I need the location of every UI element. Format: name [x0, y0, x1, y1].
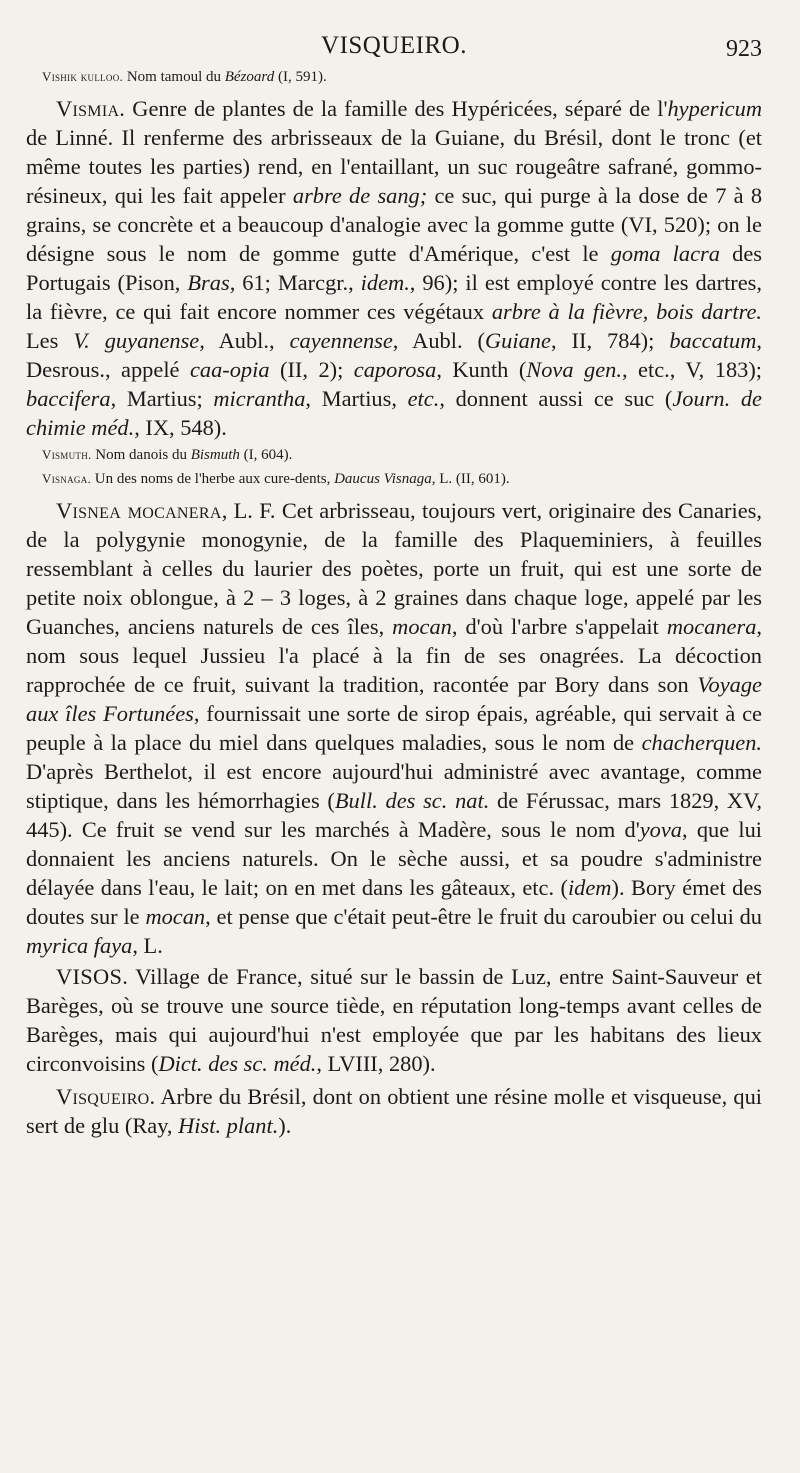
entry-visqueiro	[26, 1082, 762, 1140]
italic-text: chacherquen.	[641, 730, 762, 755]
entry-text: , L.	[132, 933, 163, 958]
entry-text: de Linné. Il renferme des arbrisseaux de la Guiane, du Brésil, dont le tronc (et même toutes les parties) rend, en l'entaillant, un suc rougeâtre safrané, gommo-résineux, qui les fait appeler	[26, 125, 762, 208]
italic-text: Guiane	[485, 328, 551, 353]
italic-text: caa-opia	[189, 357, 270, 382]
entry-text: ).	[278, 1113, 292, 1138]
italic-text: mocanera	[666, 614, 757, 639]
italic-text: Bras	[187, 270, 230, 295]
entry-text: Village de France, situé sur le bassin de Luz, entre Saint-Sauveur et Barèges, où se trouve une source tiède, en réputation long-temps avant celles de Barèges, mais qui aujourd'hui n'est employée que par les habitans des lieux circonvoisins (	[26, 964, 762, 1076]
italic-text: arbre à la fièvre, bois dartre.	[491, 299, 762, 324]
entry-text: , Aubl. (	[392, 328, 486, 353]
page-header	[26, 30, 762, 66]
italic-text: etc.	[407, 386, 440, 411]
entry-text: , II, 784);	[550, 328, 670, 353]
entry-text: (I, 604).	[239, 447, 293, 463]
entry-visnaga	[26, 468, 762, 490]
entry-text: , d'où l'arbre s'appelait	[451, 614, 667, 639]
entry-text: , Martius,	[305, 386, 408, 411]
italic-text: Bézoard	[224, 69, 275, 85]
entry-text: ce suc, qui purge à la dose de 7 à 8 grains, se concrète et a beaucoup d'analogie avec la gomme gutte (VI, 520); on le désigne sous le nom de gomme gutte d'Amérique, c'est le	[26, 183, 763, 266]
entry-term: Vismuth.	[42, 447, 92, 462]
italic-text: Voyage aux îles Fortunées	[26, 672, 762, 726]
entry-text: , et pense que c'était peut-être le fruit du caroubier ou celui du	[205, 904, 762, 929]
entry-text: , 61; Marcgr.,	[229, 270, 361, 295]
running-title: VISQUEIRO.	[321, 32, 467, 59]
entry-text: Nom tamoul du	[123, 69, 225, 85]
entry-term: VISOS.	[56, 964, 129, 989]
italic-text: Dict. des sc. méd.	[158, 1051, 317, 1076]
entry-text: Les	[26, 328, 74, 353]
italic-text: Journ. de chimie méd.	[26, 386, 762, 440]
italic-text: Bismuth	[190, 447, 240, 463]
entry-term: Visnaga.	[42, 471, 92, 486]
entry-term: Visnea mocanera	[56, 498, 222, 523]
entry-text: , donnent aussi ce suc (	[439, 386, 673, 411]
entry-text: Nom danois du	[91, 447, 191, 463]
entry-visnea-mocanera	[26, 496, 762, 960]
entry-text: , IX, 548).	[134, 415, 227, 440]
italic-text: Bull. des sc. nat.	[334, 788, 490, 813]
italic-text: mocan	[145, 904, 206, 929]
entry-term: Visqueiro.	[56, 1084, 156, 1109]
entry-text: de Férussac, mars 1829, XV, 445). Ce fruit se vend sur les marchés à Madère, sous le nom d'	[26, 788, 762, 842]
page-number: 923	[726, 36, 762, 62]
entry-text: Un des noms de l'herbe aux cure-dents,	[91, 471, 335, 487]
entry-text: , 96); il est employé contre les dartres, la fièvre, ce qui fait encore nommer ces végétaux	[26, 270, 762, 324]
entry-visos	[26, 962, 762, 1078]
entry-text: , Desrous., appelé	[26, 328, 762, 382]
italic-text: Hist. plant.	[178, 1113, 279, 1138]
italic-text: micrantha	[213, 386, 306, 411]
entry-vishik-kulloo	[26, 66, 762, 88]
entry-text: Genre de plantes de la famille des Hypéricées, séparé de l'	[125, 96, 668, 121]
italic-text: Daucus Visnaga	[334, 471, 432, 487]
italic-text: caporosa	[353, 357, 437, 382]
entry-text: Arbre du Brésil, dont on obtient une résine molle et visqueuse, qui sert de glu (Ray,	[26, 1084, 762, 1138]
italic-text: idem.	[360, 270, 410, 295]
entry-vismia	[26, 94, 762, 442]
entry-text: , L. (II, 601).	[431, 471, 510, 487]
italic-text: cayennense	[289, 328, 393, 353]
italic-text: baccatum	[669, 328, 757, 353]
italic-text: V. guyanense,	[73, 328, 205, 353]
entry-text: , que lui donnaient les anciens naturels. On le sèche aussi, et sa poudre s'administre délayée dans l'eau, le lait; on en met dans les gâteaux, etc. (	[26, 817, 762, 900]
entry-text: , Martius;	[110, 386, 214, 411]
entry-term: Vishik kulloo.	[42, 69, 124, 84]
italic-text: yova	[639, 817, 683, 842]
italic-text: goma lacra	[610, 241, 720, 266]
entry-text: , Kunth (	[436, 357, 527, 382]
entry-text: D'après Berthelot, il est encore aujourd'hui administré avec avantage, comme stiptique, dans les hémorrhagies (	[26, 759, 762, 813]
entry-term: Vismia.	[56, 96, 126, 121]
entry-text: (I, 591).	[274, 69, 327, 85]
entry-text: (II, 2);	[269, 357, 354, 382]
entry-text: , LVIII, 280).	[316, 1051, 436, 1076]
entry-text: , etc., V, 183);	[621, 357, 763, 382]
entry-text: ). Bory émet des doutes sur le	[26, 875, 762, 929]
italic-text: hypericum	[667, 96, 762, 121]
italic-text: Nova gen.	[526, 357, 622, 382]
entry-text: Aubl.,	[204, 328, 290, 353]
italic-text: arbre de sang;	[292, 183, 428, 208]
italic-text: baccifera	[26, 386, 111, 411]
entry-text: des Portugais (Pison,	[26, 241, 762, 295]
italic-text: myrica faya	[26, 933, 133, 958]
entry-vismuth	[26, 444, 762, 466]
entry-text: , L. F. Cet arbrisseau, toujours vert, originaire des Canaries, de la polygynie monogynie, de la famille des Plaqueminiers, à feuilles ressemblant à celles du laurier des poètes, porte un fruit, qui est une sorte de petite noix oblongue, à 2 – 3 loges, à 2 graines dans chaque loge, appelé par les Guanches, anciens naturels de ces îles,	[26, 498, 762, 639]
entry-text: , nom sous lequel Jussieu l'a placé à la fin de ses onagrées. La décoction rapprochée de ce fruit, suivant la tradition, racontée par Bory dans son	[26, 614, 763, 697]
entry-text: , fournissait une sorte de sirop épais, agréable, qui servait à ce peuple à la place du miel dans quelques maladies, sous le nom de	[26, 701, 762, 755]
italic-text: idem	[567, 875, 612, 900]
italic-text: mocan	[392, 614, 452, 639]
